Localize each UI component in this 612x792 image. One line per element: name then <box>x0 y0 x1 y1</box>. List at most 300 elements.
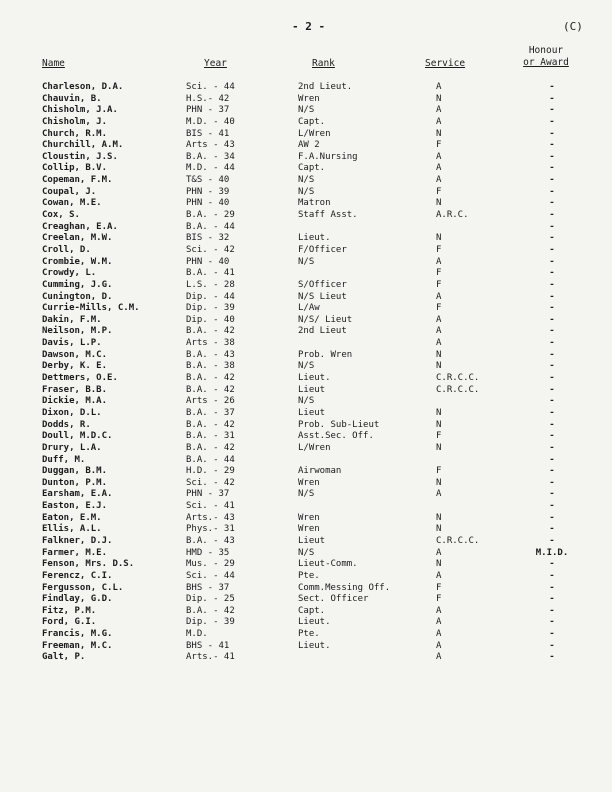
section-letter: (C) <box>563 20 583 33</box>
cell-honour: - <box>549 605 555 616</box>
table-row <box>0 338 612 350</box>
table-row <box>0 198 612 210</box>
cell-service: N <box>436 477 442 488</box>
cell-rank: Lieut-Comm. <box>298 559 358 570</box>
table-row <box>0 466 612 478</box>
table-row <box>0 606 612 618</box>
cell-honour: - <box>549 326 555 337</box>
header-honour-line2: or Award <box>523 57 569 68</box>
cell-honour: - <box>549 652 555 663</box>
cell-year: B.A. - 31 <box>186 431 235 442</box>
cell-name: Fergusson, C.L. <box>42 582 124 593</box>
cell-honour: - <box>549 82 555 92</box>
cell-honour: - <box>549 419 555 430</box>
cell-year: BHS - 37 <box>186 582 230 593</box>
cell-year: Dip. - 39 <box>186 303 235 314</box>
cell-service: F <box>436 466 442 477</box>
cell-year: B.A. - 29 <box>186 210 235 221</box>
cell-year: Phys.- 31 <box>186 524 235 535</box>
cell-honour: - <box>549 221 555 232</box>
cell-service: F <box>436 582 442 593</box>
cell-rank: Airwoman <box>298 466 342 477</box>
cell-rank: Lieut <box>298 384 326 395</box>
cell-rank: Matron <box>298 198 331 209</box>
cell-honour: - <box>549 303 555 314</box>
table-row <box>0 513 612 525</box>
cell-year: Sci. - 42 <box>186 244 235 255</box>
cell-year: PHN - 40 <box>186 256 230 267</box>
table-row <box>0 629 612 641</box>
cell-service: F <box>436 431 442 442</box>
cell-rank: Wren <box>298 512 320 523</box>
table-row <box>0 292 612 304</box>
cell-honour: - <box>549 489 555 500</box>
roster-table <box>0 82 612 664</box>
cell-rank: Lieut. <box>298 640 331 651</box>
cell-rank: Wren <box>298 477 320 488</box>
cell-service: A <box>436 175 442 186</box>
cell-honour: - <box>549 279 555 290</box>
cell-name: Dakin, F.M. <box>42 314 102 325</box>
cell-name: Cowan, M.E. <box>42 198 102 209</box>
cell-rank: 2nd Lieut <box>298 326 347 337</box>
table-row <box>0 431 612 443</box>
cell-year: Sci. - 44 <box>186 570 235 581</box>
cell-honour: - <box>549 640 555 651</box>
table-row <box>0 617 612 629</box>
cell-name: Duggan, B.M. <box>42 466 108 477</box>
cell-service: A <box>436 256 442 267</box>
cell-rank: N/S Lieut <box>298 291 347 302</box>
table-row <box>0 175 612 187</box>
cell-name: Drury, L.A. <box>42 442 102 453</box>
cell-service: A <box>436 105 442 116</box>
cell-name: Ellis, A.L. <box>42 524 102 535</box>
cell-honour: - <box>549 105 555 116</box>
cell-year: Sci. - 44 <box>186 82 235 92</box>
cell-honour: - <box>549 524 555 535</box>
cell-honour: - <box>549 291 555 302</box>
cell-service: C.R.C.C. <box>436 373 480 384</box>
cell-year: PHN - 39 <box>186 186 230 197</box>
cell-name: Dickie, M.A. <box>42 396 108 407</box>
cell-service: A <box>436 326 442 337</box>
cell-year: Arts.- 43 <box>186 512 235 523</box>
cell-service: F <box>436 279 442 290</box>
cell-year: T&S - 40 <box>186 175 230 186</box>
table-row <box>0 583 612 595</box>
cell-year: Dip. - 25 <box>186 594 235 605</box>
cell-honour: - <box>549 175 555 186</box>
cell-name: Ferencz, C.I. <box>42 570 113 581</box>
cell-year: BIS - 32 <box>186 233 230 244</box>
cell-rank: F.A.Nursing <box>298 151 358 162</box>
cell-honour: - <box>549 594 555 605</box>
cell-name: Cox, S. <box>42 210 80 221</box>
cell-honour: - <box>549 396 555 407</box>
cell-year: Arts - 43 <box>186 140 235 151</box>
table-row <box>0 373 612 385</box>
table-row <box>0 152 612 164</box>
cell-rank: N/S <box>298 186 315 197</box>
cell-service: F <box>436 303 442 314</box>
cell-name: Fitz, P.M. <box>42 605 97 616</box>
cell-name: Dunton, P.M. <box>42 477 108 488</box>
cell-rank: Wren <box>298 93 320 104</box>
cell-year: HMD - 35 <box>186 547 230 558</box>
cell-name: Freeman, M.C. <box>42 640 113 651</box>
table-row <box>0 559 612 571</box>
cell-service: A <box>436 640 442 651</box>
cell-rank: F/Officer <box>298 244 347 255</box>
table-row <box>0 94 612 106</box>
header-year: Year <box>204 58 227 69</box>
cell-rank: N/S <box>298 175 315 186</box>
table-row <box>0 641 612 653</box>
cell-year: M.D. <box>186 629 208 640</box>
cell-year: Arts - 26 <box>186 396 235 407</box>
cell-name: Cloustin, J.S. <box>42 151 118 162</box>
cell-year: B.A. - 42 <box>186 373 235 384</box>
page-number: - 2 - <box>292 20 326 33</box>
cell-name: Duff, M. <box>42 454 86 465</box>
table-row <box>0 268 612 280</box>
cell-name: Neilson, M.P. <box>42 326 113 337</box>
table-row <box>0 257 612 269</box>
cell-name: Charleson, D.A. <box>42 82 124 92</box>
cell-rank: Prob. Sub-Lieut <box>298 419 380 430</box>
cell-service: N <box>436 198 442 209</box>
cell-year: Sci. - 41 <box>186 501 235 512</box>
table-row <box>0 548 612 560</box>
table-row <box>0 129 612 141</box>
cell-rank: Capt. <box>298 163 326 174</box>
cell-rank: L/Aw <box>298 303 320 314</box>
cell-honour: - <box>549 256 555 267</box>
cell-name: Coupal, J. <box>42 186 97 197</box>
cell-honour: - <box>549 501 555 512</box>
table-row <box>0 315 612 327</box>
cell-honour: - <box>549 454 555 465</box>
table-row <box>0 489 612 501</box>
cell-year: B.A. - 42 <box>186 442 235 453</box>
cell-name: Church, R.M. <box>42 128 108 139</box>
table-row <box>0 245 612 257</box>
cell-year: B.A. - 42 <box>186 419 235 430</box>
cell-rank: N/S <box>298 361 315 372</box>
cell-honour: - <box>549 186 555 197</box>
cell-name: Earsham, E.A. <box>42 489 113 500</box>
cell-rank: N/S <box>298 547 315 558</box>
cell-service: N <box>436 128 442 139</box>
cell-rank: N/S/ Lieut <box>298 314 353 325</box>
cell-name: Cunington, D. <box>42 291 113 302</box>
table-row <box>0 82 612 94</box>
cell-year: Dip. - 44 <box>186 291 235 302</box>
cell-year: Arts - 38 <box>186 338 235 349</box>
cell-year: B.A. - 34 <box>186 151 235 162</box>
cell-year: PHN - 37 <box>186 105 230 116</box>
cell-name: Creaghan, E.A. <box>42 221 118 232</box>
cell-service: A <box>436 291 442 302</box>
table-row <box>0 536 612 548</box>
cell-rank: Lieut <box>298 407 326 418</box>
cell-year: B.A. - 42 <box>186 605 235 616</box>
table-row <box>0 222 612 234</box>
cell-name: Dodds, R. <box>42 419 91 430</box>
cell-honour: - <box>549 151 555 162</box>
cell-name: Farmer, M.E. <box>42 547 108 558</box>
cell-name: Cumming, J.G. <box>42 279 113 290</box>
cell-rank: Comm.Messing Off. <box>298 582 391 593</box>
cell-honour: - <box>549 361 555 372</box>
cell-honour: - <box>549 233 555 244</box>
cell-honour: - <box>549 477 555 488</box>
cell-year: B.A. - 43 <box>186 349 235 360</box>
cell-name: Collip, B.V. <box>42 163 108 174</box>
cell-service: A <box>436 570 442 581</box>
table-row <box>0 303 612 315</box>
cell-honour: - <box>549 629 555 640</box>
cell-honour: - <box>549 93 555 104</box>
cell-rank: Capt. <box>298 605 326 616</box>
table-row <box>0 105 612 117</box>
cell-service: N <box>436 361 442 372</box>
cell-service: A <box>436 151 442 162</box>
cell-service: A <box>436 547 442 558</box>
table-row <box>0 117 612 129</box>
cell-name: Currie-Mills, C.M. <box>42 303 140 314</box>
cell-honour: - <box>549 116 555 127</box>
cell-name: Ford, G.I. <box>42 617 97 628</box>
cell-year: M.D. - 44 <box>186 163 235 174</box>
cell-year: B.A. - 44 <box>186 221 235 232</box>
cell-service: A <box>436 163 442 174</box>
header-rank: Rank <box>312 58 335 69</box>
cell-service: A <box>436 338 442 349</box>
cell-rank: Prob. Wren <box>298 349 353 360</box>
cell-service: A <box>436 605 442 616</box>
header-name: Name <box>42 58 65 69</box>
cell-honour: - <box>549 373 555 384</box>
cell-honour: - <box>549 512 555 523</box>
cell-service: A.R.C. <box>436 210 469 221</box>
table-row <box>0 361 612 373</box>
cell-service: A <box>436 489 442 500</box>
cell-name: Davis, L.P. <box>42 338 102 349</box>
cell-year: B.A. - 37 <box>186 407 235 418</box>
cell-rank: Pte. <box>298 629 320 640</box>
cell-rank: S/Officer <box>298 279 347 290</box>
table-row <box>0 571 612 583</box>
cell-year: Dip. - 40 <box>186 314 235 325</box>
cell-rank: Capt. <box>298 116 326 127</box>
table-row <box>0 455 612 467</box>
cell-year: PHN - 40 <box>186 198 230 209</box>
cell-rank: Lieut. <box>298 617 331 628</box>
table-row <box>0 233 612 245</box>
cell-name: Easton, E.J. <box>42 501 108 512</box>
cell-name: Francis, M.G. <box>42 629 113 640</box>
cell-honour: - <box>549 140 555 151</box>
cell-rank: Asst.Sec. Off. <box>298 431 374 442</box>
cell-service: F <box>436 594 442 605</box>
cell-rank: L/Wren <box>298 442 331 453</box>
cell-service: C.R.C.C. <box>436 535 480 546</box>
cell-name: Doull, M.D.C. <box>42 431 113 442</box>
cell-rank: Wren <box>298 524 320 535</box>
table-row <box>0 408 612 420</box>
cell-service: N <box>436 524 442 535</box>
table-row <box>0 478 612 490</box>
cell-year: B.A. - 44 <box>186 454 235 465</box>
table-row <box>0 443 612 455</box>
cell-service: A <box>436 617 442 628</box>
cell-service: C.R.C.C. <box>436 384 480 395</box>
cell-service: F <box>436 140 442 151</box>
cell-name: Fenson, Mrs. D.S. <box>42 559 135 570</box>
cell-name: Crombie, W.M. <box>42 256 113 267</box>
cell-honour: - <box>549 535 555 546</box>
cell-name: Chauvin, B. <box>42 93 102 104</box>
cell-year: Dip. - 39 <box>186 617 235 628</box>
cell-service: N <box>436 559 442 570</box>
cell-year: H.S.- 42 <box>186 93 230 104</box>
cell-rank: N/S <box>298 396 315 407</box>
cell-year: L.S. - 28 <box>186 279 235 290</box>
cell-name: Derby, K. E. <box>42 361 108 372</box>
cell-year: B.A. - 42 <box>186 384 235 395</box>
cell-rank: Lieut. <box>298 233 331 244</box>
cell-honour: - <box>549 349 555 360</box>
cell-rank: Sect. Officer <box>298 594 369 605</box>
cell-year: BIS - 41 <box>186 128 230 139</box>
cell-honour: - <box>549 617 555 628</box>
cell-service: N <box>436 512 442 523</box>
cell-rank: Staff Asst. <box>298 210 358 221</box>
cell-service: A <box>436 629 442 640</box>
cell-service: A <box>436 116 442 127</box>
cell-name: Dixon, D.L. <box>42 407 102 418</box>
table-row <box>0 594 612 606</box>
cell-year: Sci. - 42 <box>186 477 235 488</box>
cell-name: Dettmers, O.E. <box>42 373 118 384</box>
table-row <box>0 280 612 292</box>
cell-name: Falkner, D.J. <box>42 535 113 546</box>
cell-rank: Lieut <box>298 535 326 546</box>
table-row <box>0 652 612 664</box>
cell-honour: - <box>549 570 555 581</box>
cell-service: F <box>436 244 442 255</box>
cell-honour: - <box>549 244 555 255</box>
cell-honour: - <box>549 384 555 395</box>
cell-service: N <box>436 419 442 430</box>
cell-service: A <box>436 652 442 663</box>
cell-year: PHN - 37 <box>186 489 230 500</box>
table-row <box>0 163 612 175</box>
cell-rank: Pte. <box>298 570 320 581</box>
cell-service: F <box>436 186 442 197</box>
cell-honour: - <box>549 314 555 325</box>
cell-honour: - <box>549 559 555 570</box>
cell-honour: - <box>549 442 555 453</box>
table-row <box>0 350 612 362</box>
header-honour-line1: Honour <box>528 45 564 56</box>
cell-year: B.A. - 43 <box>186 535 235 546</box>
table-row <box>0 210 612 222</box>
cell-honour: - <box>549 210 555 221</box>
cell-service: N <box>436 93 442 104</box>
cell-name: Fraser, B.B. <box>42 384 108 395</box>
cell-rank: N/S <box>298 256 315 267</box>
cell-service: N <box>436 407 442 418</box>
cell-rank: AW 2 <box>298 140 320 151</box>
cell-service: N <box>436 442 442 453</box>
cell-year: M.D. - 40 <box>186 116 235 127</box>
cell-name: Creelan, M.W. <box>42 233 113 244</box>
header-service: Service <box>425 58 466 69</box>
table-row <box>0 420 612 432</box>
table-row <box>0 524 612 536</box>
cell-year: B.A. - 41 <box>186 268 235 279</box>
table-row <box>0 385 612 397</box>
header-honour <box>521 45 571 69</box>
cell-honour: - <box>549 268 555 279</box>
table-row <box>0 396 612 408</box>
cell-service: A <box>436 314 442 325</box>
cell-service: N <box>436 349 442 360</box>
cell-honour: - <box>549 198 555 209</box>
cell-name: Croll, D. <box>42 244 91 255</box>
cell-rank: N/S <box>298 105 315 116</box>
cell-year: BHS - 41 <box>186 640 230 651</box>
cell-name: Churchill, A.M. <box>42 140 124 151</box>
table-row <box>0 187 612 199</box>
cell-service: N <box>436 233 442 244</box>
cell-year: H.D. - 29 <box>186 466 235 477</box>
table-row <box>0 501 612 513</box>
cell-honour: - <box>549 582 555 593</box>
cell-service: F <box>436 268 442 279</box>
cell-name: Eaton, E.M. <box>42 512 102 523</box>
cell-year: B.A. - 38 <box>186 361 235 372</box>
cell-rank: 2nd Lieut. <box>298 82 353 92</box>
cell-name: Chisholm, J. <box>42 116 108 127</box>
table-row <box>0 140 612 152</box>
cell-honour: - <box>549 407 555 418</box>
cell-honour: M.I.D. <box>535 547 569 558</box>
cell-name: Crowdy, L. <box>42 268 97 279</box>
table-row <box>0 326 612 338</box>
cell-honour: - <box>549 431 555 442</box>
cell-honour: - <box>549 163 555 174</box>
cell-rank: L/Wren <box>298 128 331 139</box>
cell-rank: N/S <box>298 489 315 500</box>
cell-name: Chisholm, J.A. <box>42 105 118 116</box>
cell-year: Mus. - 29 <box>186 559 235 570</box>
cell-name: Copeman, F.M. <box>42 175 113 186</box>
cell-name: Dawson, M.C. <box>42 349 108 360</box>
cell-name: Galt, P. <box>42 652 86 663</box>
cell-honour: - <box>549 466 555 477</box>
cell-service: A <box>436 82 442 92</box>
cell-year: B.A. - 42 <box>186 326 235 337</box>
cell-honour: - <box>549 338 555 349</box>
cell-honour: - <box>549 128 555 139</box>
cell-name: Findlay, G.D. <box>42 594 113 605</box>
cell-year: Arts.- 41 <box>186 652 235 663</box>
cell-rank: Lieut. <box>298 373 331 384</box>
